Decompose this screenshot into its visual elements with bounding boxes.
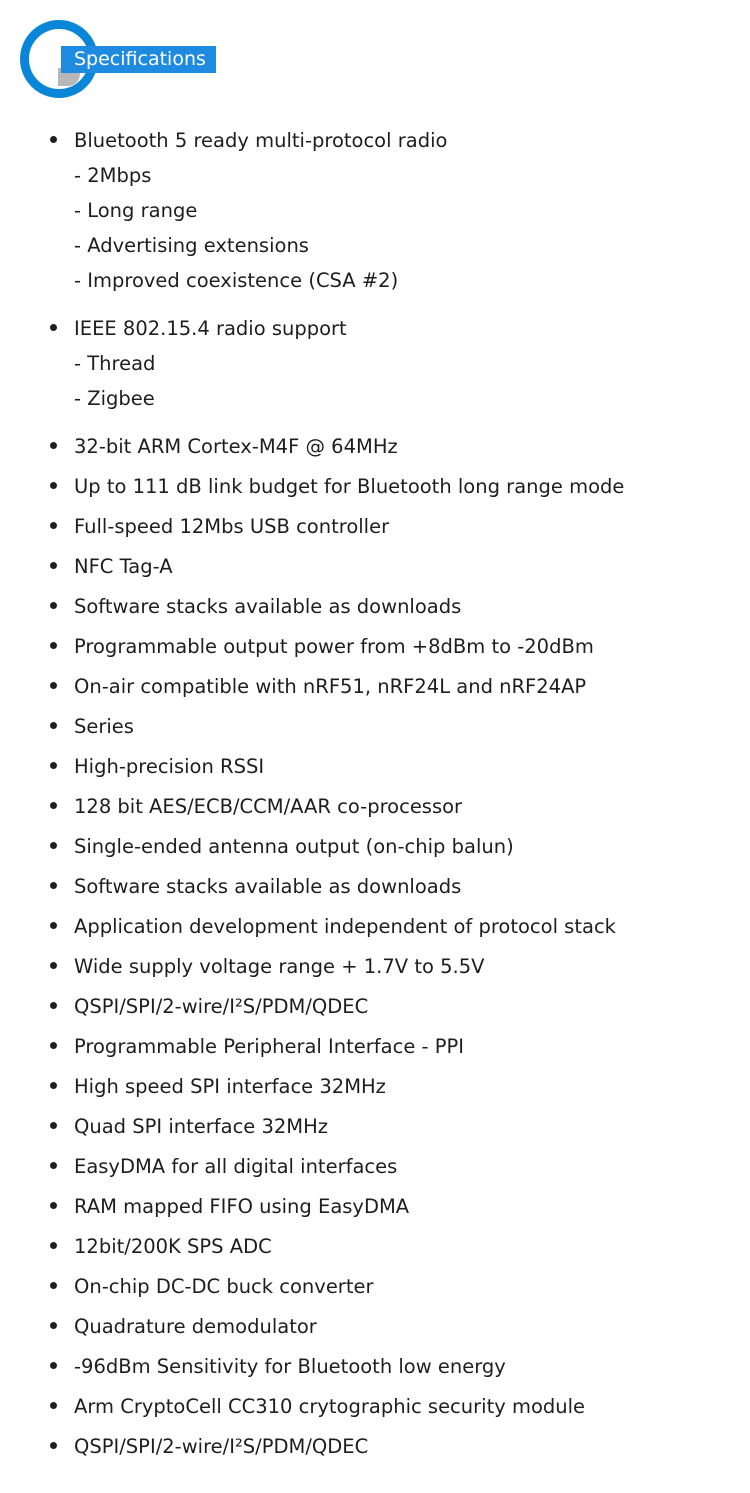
spec-label: Software stacks available as downloads	[74, 875, 462, 898]
bullet-icon	[50, 962, 57, 969]
spec-label: NFC Tag-A	[74, 555, 173, 578]
bullet-icon	[50, 802, 57, 809]
bullet-icon	[50, 1322, 57, 1329]
spec-label: Single-ended antenna output (on-chip balun)	[74, 835, 514, 858]
bullet-icon	[50, 1362, 57, 1369]
spec-item	[0, 1149, 750, 1189]
spec-label: Software stacks available as downloads	[74, 595, 462, 618]
spec-item	[0, 509, 750, 549]
bullet-icon	[50, 722, 57, 729]
spec-item	[0, 1309, 750, 1349]
bullet-icon	[50, 1122, 57, 1129]
spec-label: Series	[74, 715, 134, 738]
spec-item	[0, 909, 750, 949]
spec-sub-item: - Zigbee	[74, 387, 155, 410]
spec-label: Wide supply voltage range + 1.7V to 5.5V	[74, 955, 485, 978]
spec-item	[0, 1389, 750, 1429]
bullet-icon	[50, 522, 57, 529]
spec-item	[0, 589, 750, 629]
spec-item	[0, 549, 750, 589]
bullet-icon	[50, 1242, 57, 1249]
spec-sub-item: - Long range	[74, 199, 198, 222]
spec-item	[0, 629, 750, 669]
spec-item	[0, 1189, 750, 1229]
spec-label: 128 bit AES/ECB/CCM/AAR co-processor	[74, 795, 463, 818]
spec-item	[0, 1229, 750, 1269]
bullet-icon	[50, 1282, 57, 1289]
spec-label: On-chip DC-DC buck converter	[74, 1275, 374, 1298]
bullet-icon	[50, 324, 57, 331]
spec-label: IEEE 802.15.4 radio support	[74, 317, 347, 340]
spec-label: High-precision RSSI	[74, 755, 265, 778]
spec-item	[0, 829, 750, 869]
spec-sub-item: - Thread	[74, 352, 156, 375]
bullet-icon	[50, 1162, 57, 1169]
bullet-icon	[50, 1042, 57, 1049]
bullet-icon	[50, 842, 57, 849]
spec-label: EasyDMA for all digital interfaces	[74, 1155, 398, 1178]
spec-label: QSPI/SPI/2-wire/I²S/PDM/QDEC	[74, 1435, 369, 1458]
spec-item	[0, 469, 750, 509]
spec-label: QSPI/SPI/2-wire/I²S/PDM/QDEC	[74, 995, 369, 1018]
spec-label: Full-speed 12Mbs USB controller	[74, 515, 390, 538]
spec-item	[0, 789, 750, 829]
spec-label: On-air compatible with nRF51, nRF24L and nRF24AP	[74, 675, 587, 698]
bullet-icon	[50, 602, 57, 609]
spec-label: Programmable output power from +8dBm to -20dBm	[74, 635, 594, 658]
spec-item	[0, 429, 750, 469]
spec-label: -96dBm Sensitivity for Bluetooth low energy	[74, 1355, 506, 1378]
bullet-icon	[50, 136, 57, 143]
spec-item	[0, 1109, 750, 1149]
spec-label: Bluetooth 5 ready multi-protocol radio	[74, 129, 448, 152]
spec-item	[0, 1069, 750, 1109]
bullet-icon	[50, 922, 57, 929]
bullet-icon	[50, 882, 57, 889]
spec-item	[0, 1029, 750, 1069]
spec-item	[0, 749, 750, 789]
spec-label: High speed SPI interface 32MHz	[74, 1075, 386, 1098]
bullet-icon	[50, 1002, 57, 1009]
spec-item	[0, 949, 750, 989]
spec-item	[0, 1269, 750, 1309]
spec-item	[0, 669, 750, 709]
spec-label: Programmable Peripheral Interface - PPI	[74, 1035, 465, 1058]
section-title: Specifications	[61, 46, 216, 73]
bullet-icon	[50, 562, 57, 569]
bullet-icon	[50, 1202, 57, 1209]
spec-item	[0, 1349, 750, 1389]
spec-label: 12bit/200K SPS ADC	[74, 1235, 272, 1258]
spec-sub-item: - Improved coexistence (CSA #2)	[74, 269, 399, 292]
section-header	[20, 20, 220, 98]
spec-label: Arm CryptoCell CC310 crytographic security module	[74, 1395, 586, 1418]
spec-item	[0, 989, 750, 1029]
spec-item	[0, 709, 750, 749]
spec-sub-item: - 2Mbps	[74, 164, 152, 187]
bullet-icon	[50, 1402, 57, 1409]
bullet-icon	[50, 642, 57, 649]
spec-label: RAM mapped FIFO using EasyDMA	[74, 1195, 410, 1218]
bullet-icon	[50, 682, 57, 689]
spec-item	[0, 1429, 750, 1469]
spec-label: 32-bit ARM Cortex-M4F @ 64MHz	[74, 435, 398, 458]
bullet-icon	[50, 442, 57, 449]
spec-label: Quadrature demodulator	[74, 1315, 317, 1338]
spec-item-bluetooth	[0, 123, 750, 311]
bullet-icon	[50, 482, 57, 489]
spec-label: Up to 111 dB link budget for Bluetooth long range mode	[74, 475, 625, 498]
spec-item	[0, 869, 750, 909]
spec-label: Application development independent of protocol stack	[74, 915, 616, 938]
bullet-icon	[50, 1442, 57, 1449]
spec-item-ieee	[0, 311, 750, 429]
bullet-icon	[50, 1082, 57, 1089]
spec-sub-item: - Advertising extensions	[74, 234, 309, 257]
spec-label: Quad SPI interface 32MHz	[74, 1115, 329, 1138]
bullet-icon	[50, 762, 57, 769]
spec-list	[0, 123, 750, 1469]
